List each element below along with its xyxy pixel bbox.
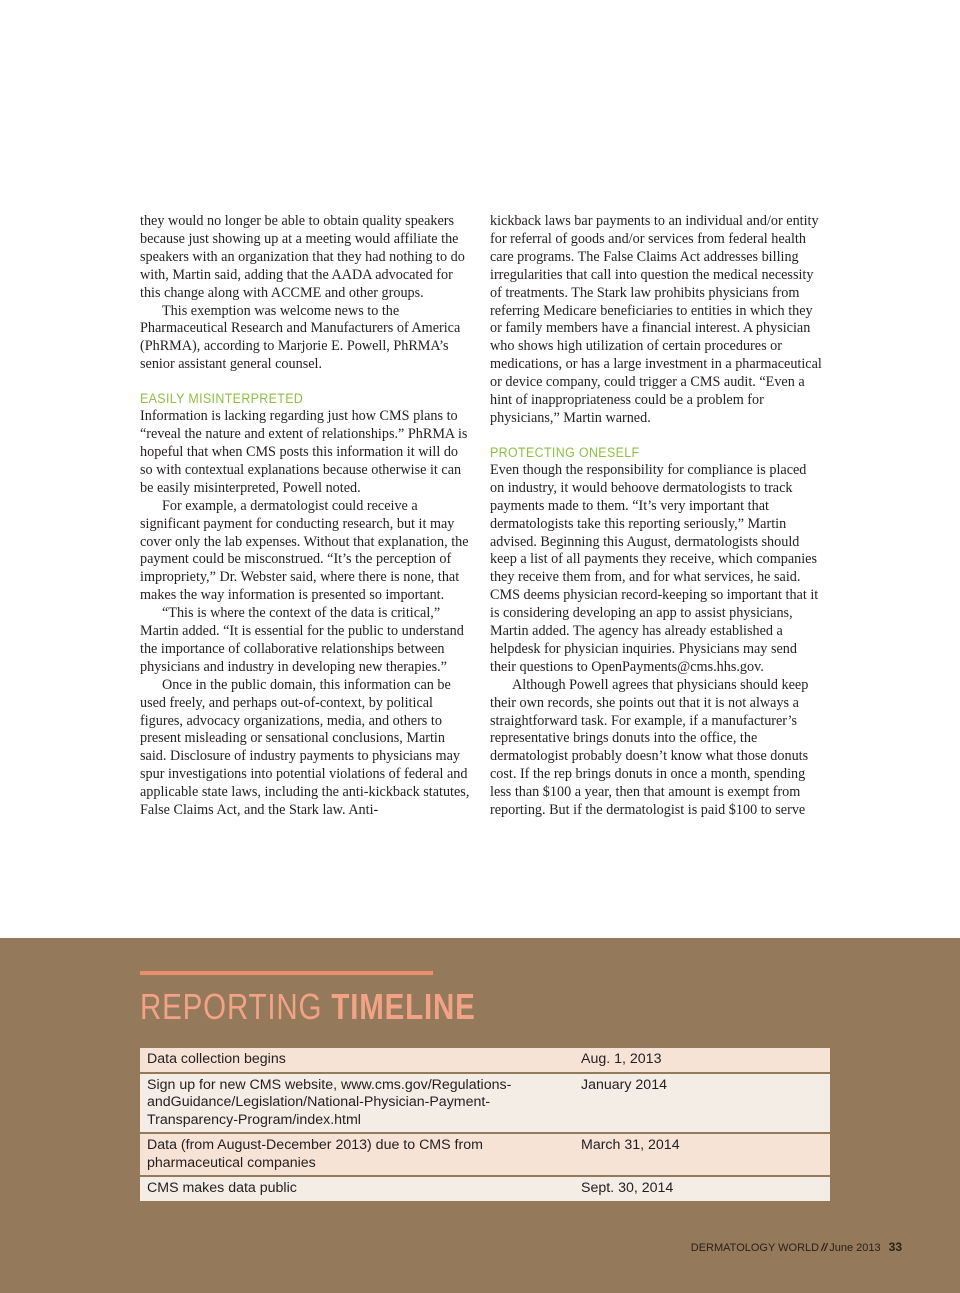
body-paragraph: Information is lacking regarding just how CMS plans to “reveal the nature and extent of relationships.” PhRMA is hopeful that when CMS posts this information it will do so with contextual explanations because otherwise it can be easily misinterpreted, Powell noted. <box>140 408 468 496</box>
table-row <box>140 1176 830 1202</box>
timeline-title-light: REPORTING <box>140 986 323 1027</box>
timeline-date: Aug. 1, 2013 <box>574 1048 830 1073</box>
body-paragraph: kickback laws bar payments to an individual and/or entity for referral of goods and/or services from federal health care programs. The False Claims Act addresses billing irregularities that call into question the medical necessity of treatments. The Stark law prohibits physicians from referring Medicare beneficiaries to entities in which they or family members have a financial interest. A physician who shows high utilization of certain procedures or medications, or has a large investment in a pharmaceutical or device company, could trigger a CMS audit. “Even a hint of inappropriateness could be a problem for physicians,” Martin warned. <box>490 213 822 426</box>
timeline-sidebar <box>0 938 960 1293</box>
timeline-event: Data (from August-December 2013) due to CMS from pharmaceutical companies <box>140 1133 574 1176</box>
timeline-event: Sign up for new CMS website, www.cms.gov/Regulations-andGuidance/Legislation/National-Physician-Payment-Transparency-Program/index.html <box>140 1073 574 1134</box>
table-row <box>140 1133 830 1176</box>
page-number: 33 <box>888 1240 902 1254</box>
publication-name: DERMATOLOGY WORLD <box>690 1242 820 1254</box>
body-paragraph: Once in the public domain, this information can be used freely, and perhaps out-of-context, by political figures, advocacy organizations, media, and others to present misleading or sensational conclusions, Martin said. Disclosure of industry payments to physicians may spur investigations into potential violations of federal and applicable state laws, including the anti-kickback statutes, False Claims Act, and the Stark law. Anti- <box>140 676 470 819</box>
timeline-event: CMS makes data public <box>140 1176 574 1202</box>
body-paragraph: Even though the responsibility for compliance is placed on industry, it would behoove dermatologists to track payments made to them. “It’s very important that dermatologists take this reporting seriously,” Martin advised. Beginning this August, dermatologists should keep a list of all payments they receive, which companies they receive them from, and for what services, he said. CMS deems physician record-keeping so important that it is considering developing an app to assist physicians, Martin added. The agency has already established a helpdesk for physician inquiries. Physicians may send their questions to OpenPayments@cms.hhs.gov. <box>490 461 819 675</box>
timeline-date: January 2014 <box>574 1073 830 1134</box>
timeline-date: Sept. 30, 2014 <box>574 1176 830 1202</box>
section-heading: EASILY MISINTERPRETED <box>140 391 304 407</box>
accent-rule <box>140 971 433 975</box>
body-paragraph: For example, a dermatologist could receive a significant payment for conducting research, but it may cover only the lab expenses. Without that explanation, the payment could be misconstrued. “It’s the perception of impropriety,” Dr. Webster said, where there is none, that makes the way information is presented so important. <box>140 497 469 604</box>
body-paragraph: “This is where the context of the data is critical,” Martin added. “It is essential for the public to understand the importance of collaborative relationships between physicians and industry in developing new therapies.” <box>140 605 464 675</box>
body-paragraph: they would no longer be able to obtain quality speakers because just showing up at a meeting would affiliate the speakers with an organization that they had nothing to do with, Martin said, adding that the AADA advocated for this change along with ACCME and other groups. <box>140 213 465 301</box>
timeline-title-bold: TIMELINE <box>331 986 476 1027</box>
left-column <box>140 213 472 820</box>
timeline-title <box>140 986 476 1028</box>
table-row <box>140 1073 830 1134</box>
timeline-event: Data collection begins <box>140 1048 574 1073</box>
timeline-date: March 31, 2014 <box>574 1133 830 1176</box>
section-heading: PROTECTING ONESELF <box>490 444 640 460</box>
right-column <box>490 213 822 820</box>
timeline-table <box>140 1048 830 1203</box>
footer-separator: // <box>821 1242 828 1254</box>
page-footer <box>691 1240 902 1254</box>
body-paragraph: Although Powell agrees that physicians should keep their own records, she points out that it is not always a straightforward task. For example, if a manufacturer’s representative brings donuts into the office, the dermatologist probably doesn’t know what those donuts cost. If the rep brings donuts in once a month, spending less than $100 a year, then that amount is exempt from reporting. But if the dermatologist is paid $100 to serve <box>490 676 809 819</box>
body-paragraph: This exemption was welcome news to the Pharmaceutical Research and Manufacturers of America (PhRMA), according to Marjorie E. Powell, PhRMA’s senior assistant general counsel. <box>140 302 461 373</box>
table-row <box>140 1048 830 1073</box>
issue-date: June 2013 <box>829 1242 881 1254</box>
